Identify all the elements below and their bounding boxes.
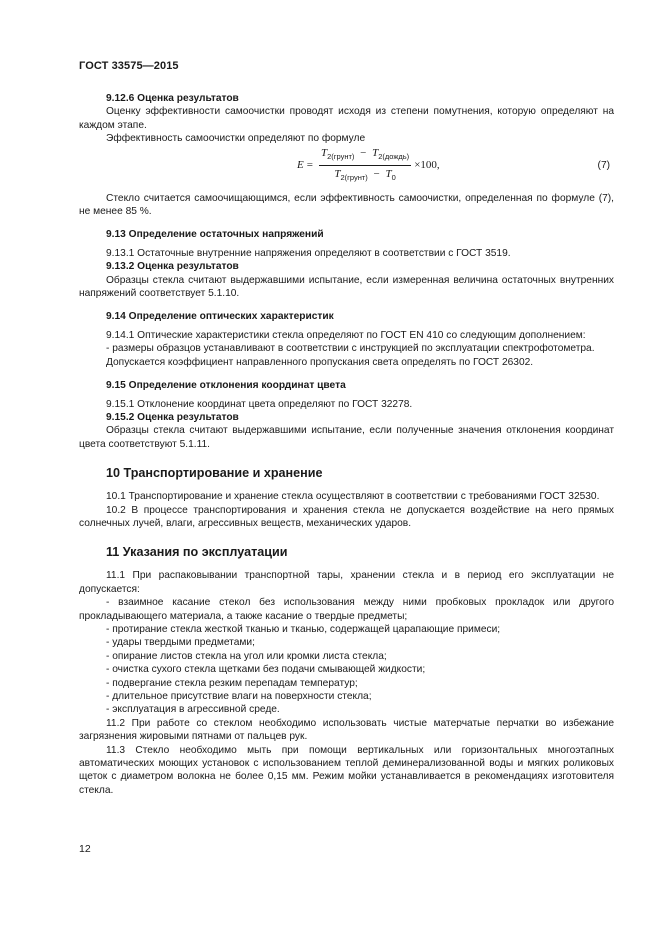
paragraph: 11.1 При распаковывании транспортной тары, хранении стекла и в период его эксплуатации не допускается: xyxy=(79,570,614,595)
formula-numerator xyxy=(319,147,411,167)
page-number: 12 xyxy=(79,843,91,855)
formula-minus: − xyxy=(373,168,380,181)
section-title-9-13: 9.13 Определение остаточных напряжений xyxy=(106,229,324,241)
section-title-9-14: 9.14 Определение оптических характеристик xyxy=(106,311,334,323)
formula-minus: − xyxy=(360,146,367,159)
subsection-title-9-15-2: 9.15.2 Оценка результатов xyxy=(106,411,239,423)
list-item: - удары твердыми предметами; xyxy=(106,637,255,649)
paragraph: Эффективность самоочистки определяют по формуле xyxy=(106,133,366,145)
paragraph: 11.2 При работе со стеклом необходимо использовать чистые матерчатые перчатки во избежание загрязнения жировыми пятнами от пальцев рук. xyxy=(79,717,614,743)
formula-lhs: E xyxy=(297,158,304,171)
list-item: - взаимное касание стекол без использования между ними пробковых прокладок или другого прокладывающего материала, а также касание о твердые предметы; xyxy=(79,597,614,622)
formula-subscript: 2(грунт) xyxy=(340,173,368,183)
list-item: - длительное присутствие влаги на поверхности стекла; xyxy=(106,691,372,702)
paragraph: 9.14.1 Оптические характеристики стекла определяют по ГОСТ EN 410 со следующим дополнением: xyxy=(106,329,586,341)
paragraph: 10.2 В процессе транспортирования и хранения стекла не допускается воздействие на него прямых солнечных лучей, влаги, агрессивных веществ, механических ударов. xyxy=(79,504,614,529)
formula-denominator xyxy=(332,166,397,185)
paragraph: Образцы стекла считают выдержавшими испытание, если полученные значения отклонения координат цвета соответствуют 5.1.11. xyxy=(79,425,614,450)
formula-subscript: 0 xyxy=(391,173,396,183)
list-item: - эксплуатация в агрессивной среде. xyxy=(106,704,280,716)
formula-symbol: T xyxy=(334,168,341,181)
list-item: - подвергание стекла резким перепадам температур; xyxy=(106,677,358,689)
paragraph: Допускается коэффициент направленного пропускания света определять по ГОСТ 26302. xyxy=(106,356,534,368)
formula-symbol: T xyxy=(320,146,328,159)
chapter-title-10: 10 Транспортирование и хранение xyxy=(106,466,323,481)
subsection-title-9-13-2: 9.13.2 Оценка результатов xyxy=(106,261,239,273)
list-item: - размеры образцов устанавливают в соответствии с инструкцией по эксплуатации спектрофотометра. xyxy=(106,343,595,355)
formula-symbol: T xyxy=(385,168,392,181)
formula xyxy=(297,148,440,184)
section-title-9-15: 9.15 Определение отклонения координат цвета xyxy=(106,380,346,392)
paragraph: 9.13.1 Остаточные внутренние напряжения определяют в соответствии с ГОСТ 3519. xyxy=(106,247,511,259)
paragraph: 10.1 Транспортирование и хранение стекла осуществляют в соответствии с требованиями ГОСТ 32530. xyxy=(106,491,600,503)
document-body xyxy=(79,92,614,797)
list-item: - протирание стекла жесткой тканью и тканью, содержащей царапающие примеси; xyxy=(106,623,501,635)
list-item: - очистка сухого стекла щетками без подачи смывающей жидкости; xyxy=(106,664,426,676)
paragraph: 9.15.1 Отклонение координат цвета определяют по ГОСТ 32278. xyxy=(106,398,413,410)
formula-tail: ×100, xyxy=(414,158,440,171)
paragraph: Стекло считается самоочищающимся, если эффективность самоочистки, определенная по формуле (7), не менее 85 %. xyxy=(79,192,614,218)
subsection-title-9-12-6: 9.12.6 Оценка результатов xyxy=(106,93,239,104)
formula-block xyxy=(79,148,614,184)
paragraph: Образцы стекла считают выдержавшими испытание, если измеренная величина остаточных внутренних напряжений соответствует 5.1.10. xyxy=(79,274,614,300)
list-item: - опирание листов стекла на угол или кромки листа стекла; xyxy=(106,650,387,662)
paragraph: Оценку эффективности самоочистки проводят исходя из степени помутнения, которую определяют на каждом этапе. xyxy=(79,106,614,131)
formula-equals: = xyxy=(306,158,313,171)
formula-subscript: 2(дождь) xyxy=(378,151,410,161)
formula-subscript: 2(грунт) xyxy=(327,151,355,161)
equation-number: (7) xyxy=(597,159,610,171)
paragraph: 11.3 Стекло необходимо мыть при помощи вертикальных или горизонтальных многоэтапных автоматических моющих установок с использованием теплой деминерализованной воды и мягких роликовых щеток с диаметром волокна не более 0,15 мм. Режим мойки устанавливается в рекомендациях изготовителя стекла. xyxy=(79,744,614,796)
formula-fraction xyxy=(319,147,411,185)
document-header: ГОСТ 33575—2015 xyxy=(79,60,179,72)
chapter-title-11: 11 Указания по эксплуатации xyxy=(106,545,288,560)
formula-symbol: T xyxy=(372,146,379,159)
